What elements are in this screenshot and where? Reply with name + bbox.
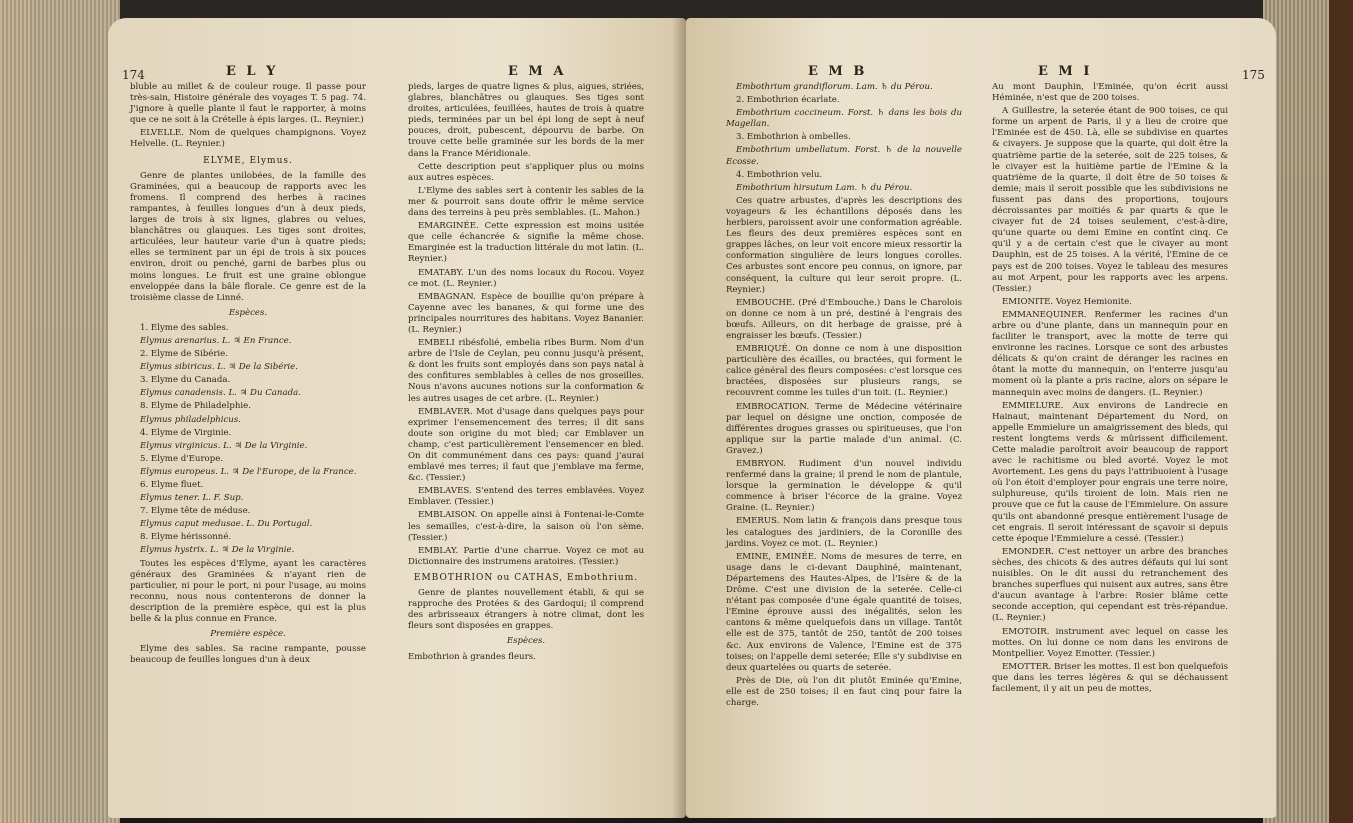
paragraph: EMBRIQUÉ. On donne ce nom à une disposition particulière des écailles, ou bractées, qui forment le calice général des fleurs composées: c'est lorsque ces bractées, disposées sur plusieurs rangs, se recouvrent comme les tuiles d'un toit. (L. Reynier.): [726, 344, 962, 399]
paragraph: A Guillestre, la seterée étant de 900 toises, ce qui forme un arpent de Paris, il y a lieu de croire que l'Eminée est de 450. Là, elle se subdivise en quartes & civayers. Je suppose que la quarte, qui doit être la quatrième partie de la seterée, soit de 225 toises, & le civayer est la huitième partie de l'Emine & la quatrième de la quarte, il doit être de 50 toises & demie; mais il seroit possible que les subdivisions ne fussent pas dans des proportions, toujours décroissantes par moitiés & par quarts & que le civayer fut de 24 toises seulement, c'est-à-dire, qu'une quarte ou demi Emine en contînt cinq. Ce qu'il y a de certain c'est que le civayer au mont Dauphin, est de 25 toises. A la vérité, l'Emine de ce pays est de 200 toises. Voyez le tableau des mesures au mot Arpent, pour les rapports avec les arpens. (Tessier.): [992, 106, 1228, 294]
paragraph: EMBLAY. Partie d'une charrue. Voyez ce mot au Dictionnaire des instrumens aratoires. (Tessier.): [408, 545, 644, 567]
paragraph: EMBELI ribésfolié, embelia ribes Burm. Nom d'un arbre de l'Isle de Ceylan, peu connu jusqu'à présent, & dont les fruits sont employés dans son pays natal à des confitures semblables à celles de nos groseilles. Nous n'avons aucunes notions sur la conformation & les autres usages de cet arbre. (L. Reynier.): [408, 338, 644, 404]
paragraph: EMARGINÉE. Cette expression est moins usitée que celle échancrée & signifie la même chose. Emarginée est la traduction littérale du mot latin. (L. Reynier.): [408, 221, 644, 265]
paragraph: 5. Elyme d'Europe.: [140, 453, 224, 464]
paragraph: Embothrium hirsutum Lam. ♄ du Pérou.: [736, 182, 913, 193]
paragraph: 3. Embothrion à ombelles.: [736, 132, 851, 143]
text-column-2: [408, 82, 644, 665]
paragraph: ELVELLE. Nom de quelques champignons. Voyez Helvelle. (L. Reynier.): [130, 128, 366, 150]
running-head: E M I: [1038, 64, 1093, 79]
paragraph: EMMIELURE. Aux environs de Landrecie en Hainaut, maintenant Département du Nord, on appelle Emmielure un amaigrissement des bleds, qui restent longtems verds & mûrissent difficilement. Cette maladie paroîtroit avoir beaucoup de rapport avec le rachitisme ou bled avorté. Voyez le mot Avortement. Les gens du pays l'attribuoient à l'usage où l'on étoit d'employer pour engrais une terre noire, sulphureuse, qu'ils tiroient de loin. Mais rien ne prouve que ce fut la cause de l'Emmielure. On assure qu'ils ont abandonné presque entièrement l'usage de cet engrais. Il seroit intéressant de sçavoir si depuis cette époque l'Emmielure a cessé. (Tessier.): [992, 400, 1228, 544]
paragraph: EMINE, EMINÉE. Noms de mesures de terre, en usage dans le ci-devant Dauphiné, maintenant, Départemens des Hautes-Alpes, de l'Isère & de la Drôme. C'est une division de la seterée. Celle-ci n'étant pas composée d'une égale quantité de toises, l'Emine éprouve aussi des inégalités, selon les cantons & même quelquefois dans un village. Tantôt elle est de 375, tantôt de 250, tantôt de 200 toises &c. Aux environs de Valence, l'Emine est de 375 toises; on l'appelle demi seterée; Elle s'y subdivise en deux quartelées ou quarts de seterée.: [726, 551, 962, 673]
section-heading: Première espèce.: [210, 629, 286, 640]
paragraph: EMBLAVER. Mot d'usage dans quelques pays pour exprimer l'ensemencement des terres; il dit sans doute son origine du mot bled; car Emblaver un champ, c'est particulièrement l'ensemencer en bled. On dit communément dans ces pays: quand j'aurai emblavé mes terres; il faut que j'emblave ma ferme, &c. (Tessier.): [408, 406, 644, 484]
entry-title: EMBOTHRION ou CATHAS, Embothrium.: [413, 572, 639, 583]
paragraph: 1. Elyme des sables.: [140, 322, 229, 333]
paragraph: 2. Elyme de Sibérie.: [140, 349, 228, 360]
paragraph: Embothrium grandiflorum. Lam. ♄ du Pérou.: [736, 82, 933, 92]
left-page: [108, 18, 686, 818]
paragraph: 8. Elyme de Philadelphie.: [140, 401, 251, 412]
paragraph: 2. Embothrion écarlate.: [736, 95, 840, 106]
paragraph: Genre de plantes nouvellement établi, & qui se rapproche des Protées & des Gardoqui; il comprend des arbrisseaux étrangers à notre climat, dont les fleurs sont disposées en grappes.: [408, 588, 644, 632]
paragraph: 7. Elyme tête de méduse.: [140, 506, 251, 517]
paragraph: 8. Elyme hérissonné.: [140, 532, 232, 543]
paragraph: Embothrium umbellatum. Forst. ♄ de la nouvelle Ecosse.: [726, 145, 962, 167]
paragraph: Elymus sibiricus. L. ♃ De la Sibérie.: [140, 362, 299, 373]
paragraph: 6. Elyme fluet.: [140, 480, 204, 490]
book-cover-right: [1329, 0, 1353, 823]
paragraph: Elymus virginicus. L. ♃ De la Virginie.: [140, 440, 308, 451]
paragraph: EMBLAVES. S'entend des terres emblavées. Voyez Emblaver. (Tessier.): [408, 486, 644, 508]
paragraph: EMBRYON. Rudiment d'un nouvel individu renfermé dans la graine; il prend le nom de plantule, lorsque la germination le développe & qu'il commence à briser l'écorce de la graine. Voyez Graine. (L. Reynier.): [726, 459, 962, 514]
paragraph: EMMANEQUINER. Renfermer les racines d'un arbre ou d'une plante, dans un mannequin pour en faciliter le transport, avec la motte de terre qui environne les racines. Lorsque ce sont des arbustes délicats & qu'on craint de déranger les racines en ôtant la motte du mannequin, on l'enterre jusqu'au moment où la plante a pris racine, alors on sépare le mannequin avec moins de dangers. (L. Reynier.): [992, 309, 1228, 398]
paragraph: 3. Elyme du Canada.: [140, 375, 231, 386]
page-edges-left: [0, 0, 120, 823]
paragraph: Elymus tener. L. F. Sup.: [140, 493, 244, 504]
paragraph: Elymus arenarius. L. ♃ En France.: [140, 335, 292, 346]
text-column-2: [992, 82, 1228, 697]
paragraph: Embothrium coccineum. Forst. ♄ dans les bois du Magellan.: [726, 108, 962, 130]
paragraph: Toutes les espèces d'Elyme, ayant les caractères généraux des Graminées & n'ayant rien de particulier, ni pour le port, ni pour l'usage, au moins reconnu, nous nous contenterons de donner la description de la première espèce, qui est la plus belle & la plus connue en France.: [130, 558, 366, 625]
running-head: E M A: [508, 64, 567, 79]
paragraph: Au mont Dauphin, l'Eminée, qu'on écrit aussi Héminée, n'est que de 200 toises.: [992, 82, 1228, 104]
page-number: 174: [122, 68, 145, 82]
paragraph: Elymus caput medusae. L. Du Portugal.: [140, 519, 313, 530]
paragraph: Elyme des sables. Sa racine rampante, pousse beaucoup de feuilles longues d'un à deux: [130, 644, 366, 666]
paragraph: EMOTTER. Briser les mottes. Il est bon quelquefois que dans les terres légères & qui se déchaussent facilement, il y ait un peu de mottes,: [992, 661, 1228, 694]
text-column-1: [130, 82, 366, 668]
section-heading: Espèces.: [506, 636, 546, 647]
paragraph: Elymus europeus. L. ♃ De l'Europe, de la France.: [140, 466, 357, 477]
paragraph: bluble au millet & de couleur rouge. Il passe pour très-sain, Histoire générale des voyages T. 5 pag. 74. J'ignore à quelle plante il faut le rapporter, à moins que ce ne soit à la Crételle à épis larges. (L. Reynier.): [130, 82, 366, 126]
paragraph: EMATABY. L'un des noms locaux du Rocou. Voyez ce mot. (L. Reynier.): [408, 267, 644, 289]
right-page: [686, 18, 1276, 818]
page-number: 175: [1242, 68, 1265, 82]
paragraph: Elymus canadensis. L. ♃ Du Canada.: [140, 388, 301, 399]
paragraph: Embothrion à grandes fleurs.: [408, 651, 536, 662]
section-heading: Espèces.: [228, 307, 268, 318]
paragraph: pieds, larges de quatre lignes & plus, aigues, striées, glabres, blanchâtres ou glauques. Ses tiges sont droites, articulées, feuillées, hautes de trois à quatre pieds, terminées par un bel épi long de sept à neuf pouces, droit, pubescent, dépourvu de barbe. On trouve cette belle graminée sur les bords de la mer dans la France Méridionale.: [408, 82, 644, 159]
paragraph: EMOTOIR. instrument avec lequel on casse les mottes. On lui donne ce nom dans les environs de Montpellier. Voyez Emotter. (Tessier.): [992, 626, 1228, 659]
paragraph: Genre de plantes unilobées, de la famille des Graminées, qui a beaucoup de rapports avec les fromens. Il comprend des herbes à racines rampantes, à feuilles longues d'un à deux pieds, larges de trois à six lignes, glabres ou velues, blanchâtres ou glauques. Les tiges sont droites, articulées, leur hauteur varie d'un à quatre pieds; elles se terminent par un épi de trois à six pouces environ, droit ou penché, garni de barbes plus ou moins longues. Le fruit est une graine oblongue enveloppée dans la bâle florale. Ce genre est de la troisième classe de Linné.: [130, 170, 366, 303]
paragraph: EMBAGNAN. Espèce de bouillie qu'on prépare à Cayenne avec les bananes, & qui forme une des principales nourritures des habitans. Voyez Bananier. (L. Reynier.): [408, 291, 644, 335]
text-column-1: [726, 82, 962, 711]
paragraph: 4. Embothrion velu.: [736, 169, 823, 180]
paragraph: EMBROCATION. Terme de Médecine vétérinaire par lequel on désigne une onction, composée de différentes drogues grasses ou spiritueuses, que l'on applique sur la partie malade d'un animal. (C. Gravez.): [726, 401, 962, 456]
paragraph: EMIONITE. Voyez Hemionite.: [1002, 296, 1132, 307]
paragraph: L'Elyme des sables sert à contenir les sables de la mer & pourroit sans doute offrir le même service dans des terreins à peu près semblables. (L. Mahon.): [408, 185, 644, 219]
paragraph: Ces quatre arbustes, d'après les descriptions des voyageurs & les échantillons déposés dans les herbiers, paroissent avoir une conformation agréable. Les fleurs des deux premières espèces sont en grappes lâches, on leur voit encore mieux ressortir la conformation singulière de leurs longues corolles. Ces arbustes sont encore peu connus, on ignore, par conséquent, la culture qui leur seroit propre. (L. Reynier.): [726, 195, 962, 295]
entry-title: ELYME, Elymus.: [203, 155, 293, 166]
running-head: E M B: [808, 64, 868, 79]
paragraph: EMBOUCHE. (Pré d'Embouche.) Dans le Charolois on donne ce nom à un pré, destiné à l'engrais des bœufs. Ailleurs, on dit herbage de graisse, pré à engraisser les bœufs. (Tessier.): [726, 297, 962, 341]
running-head: E L Y: [226, 64, 279, 79]
paragraph: Cette description peut s'appliquer plus ou moins aux autres espèces.: [408, 161, 644, 183]
paragraph: EMBLAISON. On appelle ainsi à Fontenai-le-Comte les semailles, c'est-à-dire, la saison où l'on sème. (Tessier.): [408, 510, 644, 543]
paragraph: Elymus philadelphicus.: [140, 414, 241, 425]
paragraph: Elymus hystrix. L. ♃ De la Virginie.: [140, 545, 295, 556]
paragraph: Près de Die, où l'on dit plutôt Eminée qu'Emine, elle est de 250 toises; il en faut cinq pour faire la charge.: [726, 675, 962, 708]
paragraph: EMERUS. Nom latin & françois dans presque tous les catalogues des jardiniers, de la Coronille des jardins. Voyez ce mot. (L. Reynier.): [726, 516, 962, 549]
paragraph: EMONDER. C'est nettoyer un arbre des branches sèches, des chicots & des autres défauts qui lui sont nuisibles. On le dit aussi du retranchement des branches superflues qui nuisent aux autres, sans être d'aucun avantage à l'arbre: Rosier blâme cette seconde acception, qui cependant est très-répandue. (L. Reynier.): [992, 546, 1228, 624]
paragraph: 4. Elyme de Virginie.: [140, 427, 232, 438]
